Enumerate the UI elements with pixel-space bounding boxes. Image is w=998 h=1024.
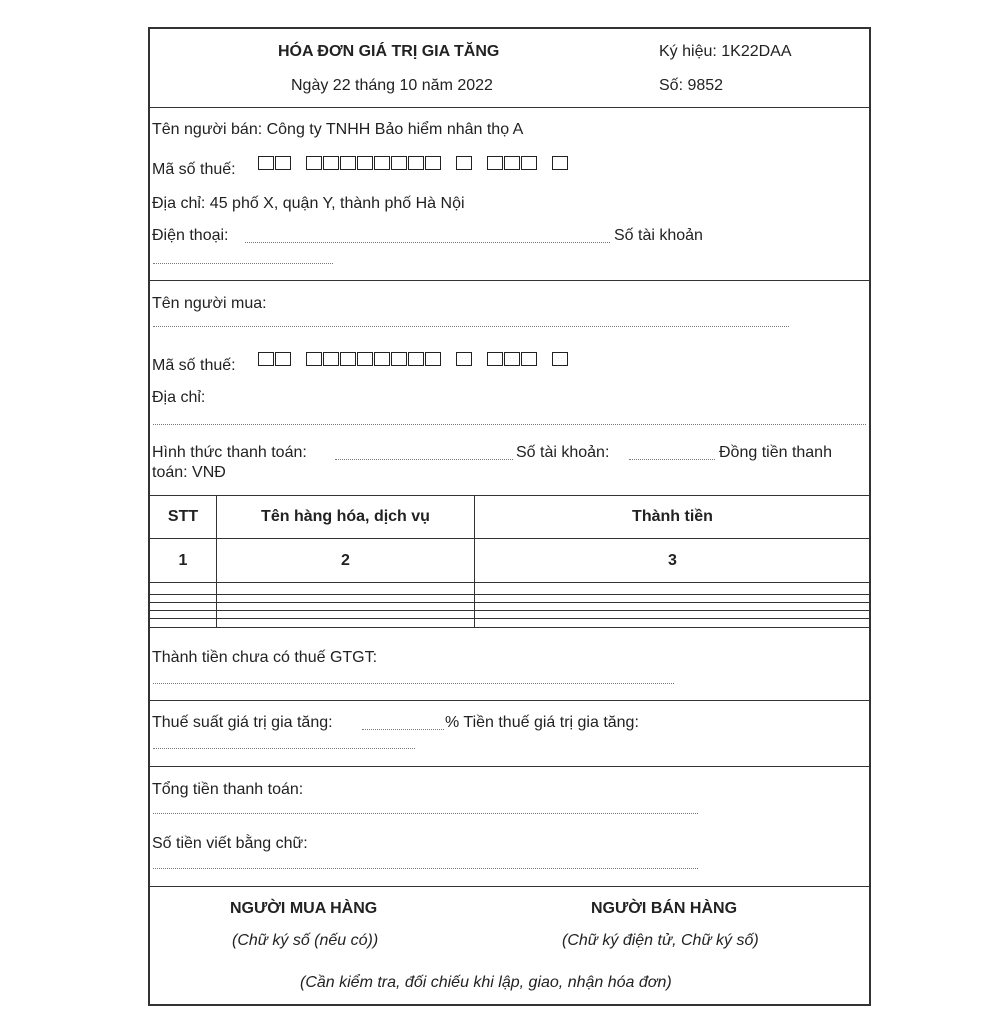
- in-words-dots: [153, 868, 698, 869]
- table-row: [150, 583, 871, 595]
- table-cell: 2: [217, 539, 475, 583]
- seller-tax-code-boxes: [258, 156, 569, 170]
- seller-signature-title: NGƯỜI BÁN HÀNG: [591, 900, 738, 917]
- pretax-section: [150, 635, 869, 701]
- buyer-account-dots: [629, 459, 715, 460]
- table-row: [150, 603, 871, 611]
- buyer-name-dots: [153, 326, 789, 327]
- buyer-tax-code-boxes: [258, 352, 569, 366]
- invoice-date: Ngày 22 tháng 10 năm 2022: [291, 77, 493, 94]
- seller-tax-code-label: Mã số thuế:: [152, 161, 236, 178]
- buyer-signature-note: (Chữ ký số (nếu có)): [232, 932, 379, 949]
- table-cell: 3: [475, 539, 871, 583]
- buyer-tax-code-label: Mã số thuế:: [152, 357, 236, 374]
- table-header-item: Tên hàng hóa, dịch vụ: [217, 496, 475, 539]
- table-header-amount: Thành tiền: [475, 496, 871, 539]
- table-cell: 1: [150, 539, 217, 583]
- total-label: Tổng tiền thanh toán:: [152, 781, 304, 798]
- currency-value: toán: VNĐ: [152, 464, 226, 481]
- seller-account-label: Số tài khoản: [614, 227, 703, 244]
- seller-signature-note: (Chữ ký điện tử, Chữ ký số): [562, 932, 759, 949]
- items-table: [149, 495, 871, 628]
- invoice-symbol: Ký hiệu: 1K22DAA: [659, 43, 792, 60]
- buyer-address-dots: [153, 424, 866, 425]
- buyer-account-label: Số tài khoản:: [516, 444, 610, 461]
- table-row: [150, 611, 871, 619]
- vat-amount-dots: [153, 748, 415, 749]
- seller-phone-label: Điện thoại:: [152, 227, 229, 244]
- vat-amount-label: % Tiền thuế giá trị gia tăng:: [445, 714, 639, 731]
- pretax-dots: [153, 683, 674, 684]
- table-row: [150, 595, 871, 603]
- table-header-stt: STT: [150, 496, 217, 539]
- payment-method-dots: [335, 459, 513, 460]
- currency-label: Đồng tiền thanh: [719, 444, 832, 461]
- table-header-row: [150, 496, 871, 539]
- invoice-number: Số: 9852: [659, 77, 724, 94]
- invoice-header: [150, 29, 869, 109]
- invoice-title: HÓA ĐƠN GIÁ TRỊ GIA TĂNG: [278, 43, 500, 60]
- vat-rate-dots: [362, 729, 444, 730]
- total-section: [150, 767, 869, 887]
- footer-note: (Cần kiểm tra, đối chiếu khi lập, giao, nhận hóa đơn): [300, 974, 672, 991]
- seller-phone-dots: [245, 242, 610, 243]
- payment-method-label: Hình thức thanh toán:: [152, 444, 307, 461]
- table-row: [150, 539, 871, 583]
- total-dots: [153, 813, 698, 814]
- pretax-label: Thành tiền chưa có thuế GTGT:: [152, 649, 378, 666]
- invoice-document: [148, 27, 871, 1006]
- seller-name: Tên người bán: Công ty TNHH Bảo hiểm nhân thọ A: [152, 121, 524, 138]
- buyer-signature-title: NGƯỜI MUA HÀNG: [230, 900, 378, 917]
- signature-section: [150, 887, 869, 1005]
- seller-section: [150, 108, 869, 281]
- table-row: [150, 619, 871, 628]
- buyer-address-label: Địa chỉ:: [152, 389, 206, 406]
- in-words-label: Số tiền viết bằng chữ:: [152, 835, 308, 852]
- seller-account-dots: [153, 263, 333, 264]
- buyer-name-label: Tên người mua:: [152, 295, 267, 312]
- vat-section: [150, 701, 869, 767]
- buyer-section: [150, 281, 869, 496]
- vat-rate-label: Thuế suất giá trị gia tăng:: [152, 714, 333, 731]
- seller-address: Địa chỉ: 45 phố X, quận Y, thành phố Hà Nội: [152, 195, 465, 212]
